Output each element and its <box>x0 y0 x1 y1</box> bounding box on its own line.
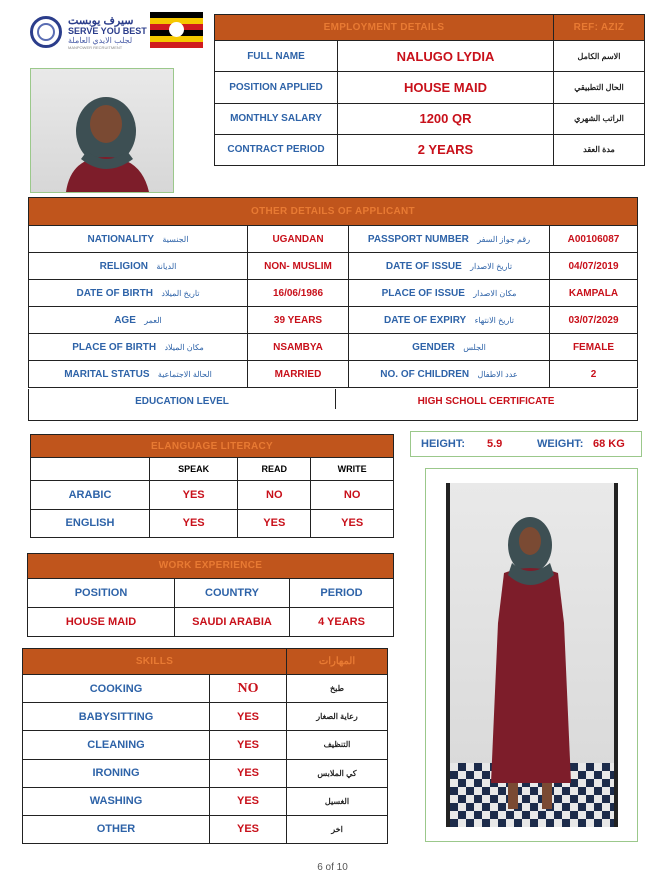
english-write: YES <box>311 509 394 537</box>
detail-label-ar: الحالة الاجتماعية <box>157 369 212 379</box>
detail-label-text: DATE OF ISSUE <box>385 260 462 272</box>
globe-icon <box>30 16 62 48</box>
detail-value-left: NSAMBYA <box>248 334 349 361</box>
skill-value: YES <box>210 703 287 731</box>
skill-name: IRONING <box>23 759 210 787</box>
detail-label-ar: عدد الاطفال <box>477 369 518 379</box>
work-country: SAUDI ARABIA <box>175 607 290 636</box>
skill-value: YES <box>210 815 287 843</box>
fullbody-figure <box>446 483 618 827</box>
work-col-period: PERIOD <box>290 578 394 607</box>
skill-name-ar: طبخ <box>287 675 388 703</box>
monthly-salary-label: MONTHLY SALARY <box>215 103 338 134</box>
employment-header: EMPLOYMENT DETAILS <box>215 15 554 41</box>
other-details-row <box>29 226 638 253</box>
lang-arabic: ARABIC <box>31 481 150 509</box>
detail-label-right <box>349 253 550 280</box>
skill-name-ar: رعاية الصغار <box>287 703 388 731</box>
arabic-read: NO <box>238 481 311 509</box>
lang-english: ENGLISH <box>31 509 150 537</box>
weight-label: WEIGHT: <box>537 438 584 450</box>
skill-row <box>23 703 388 731</box>
detail-label-ar: تاريخ الاصدار <box>470 261 513 271</box>
detail-label-text: DATE OF EXPIRY <box>383 314 467 326</box>
weight-value: 68 KG <box>593 438 625 450</box>
uganda-flag <box>150 12 203 48</box>
work-position: HOUSE MAID <box>28 607 175 636</box>
other-details-header: OTHER DETAILS OF APPLICANT <box>29 198 638 226</box>
detail-label-left <box>29 307 248 334</box>
skill-value: YES <box>210 731 287 759</box>
other-details-row <box>29 280 638 307</box>
position-applied-ar: الحال التطبيقي <box>554 72 645 103</box>
detail-value-right: 03/07/2029 <box>550 307 638 334</box>
skill-row <box>23 759 388 787</box>
detail-value-right: 2 <box>550 361 638 388</box>
height-weight-box <box>410 431 642 457</box>
other-details-table <box>28 197 638 388</box>
contract-period-value: 2 YEARS <box>338 134 554 165</box>
detail-value-right: A00106087 <box>550 226 638 253</box>
detail-label-text: NATIONALITY <box>87 233 155 245</box>
work-col-position: POSITION <box>28 578 175 607</box>
skill-row <box>23 731 388 759</box>
skill-name: BABYSITTING <box>23 703 210 731</box>
other-details-row <box>29 361 638 388</box>
skill-row <box>23 815 388 843</box>
detail-label-text: RELIGION <box>99 260 148 272</box>
detail-label-right <box>349 226 550 253</box>
full-name-value: NALUGO LYDIA <box>338 41 554 72</box>
detail-label-ar: الجنسية <box>162 234 189 244</box>
skill-name-ar: كي الملابس <box>287 759 388 787</box>
fullbody-image-area <box>446 483 618 827</box>
detail-label-ar: العمر <box>144 315 162 325</box>
detail-label-left <box>29 361 248 388</box>
detail-value-right: FEMALE <box>550 334 638 361</box>
full-name-label: FULL NAME <box>215 41 338 72</box>
skill-row <box>23 787 388 815</box>
detail-label-ar: مكان الميلاد <box>164 342 204 352</box>
applicant-fullbody-photo <box>425 468 638 842</box>
applicant-portrait-photo <box>30 68 174 193</box>
work-col-country: COUNTRY <box>175 578 290 607</box>
monthly-salary-ar: الراتب الشهري <box>554 103 645 134</box>
detail-label-left <box>29 253 248 280</box>
ref-label: REF: AZIZ <box>554 15 645 41</box>
arabic-write: NO <box>311 481 394 509</box>
language-blank-cell <box>31 458 150 481</box>
logo-name: SERVE YOU BEST <box>68 26 147 36</box>
company-logo <box>30 14 150 50</box>
detail-label-text: PLACE OF ISSUE <box>381 287 465 299</box>
education-label: EDUCATION LEVEL <box>135 396 229 407</box>
skill-row <box>23 675 388 703</box>
detail-label-right <box>349 361 550 388</box>
english-read: YES <box>238 509 311 537</box>
work-experience-table <box>27 553 394 637</box>
detail-value-left: 16/06/1986 <box>248 280 349 307</box>
logo-subtitle-ar: لجلب الايدي العاملة <box>68 36 133 45</box>
detail-label-text: PLACE OF BIRTH <box>72 341 157 353</box>
work-header: WORK EXPERIENCE <box>28 554 394 579</box>
english-speak: YES <box>150 509 238 537</box>
detail-label-text: PASSPORT NUMBER <box>367 233 469 245</box>
education-value: HIGH SCHOLL CERTIFICATE <box>417 396 555 407</box>
detail-label-right <box>349 280 550 307</box>
skill-name: WASHING <box>23 787 210 815</box>
monthly-salary-value: 1200 QR <box>338 103 554 134</box>
skills-header-ar: المهارات <box>287 649 388 675</box>
language-header: ELANGUAGE LITERACY <box>31 435 394 458</box>
detail-value-left: MARRIED <box>248 361 349 388</box>
detail-label-left <box>29 334 248 361</box>
detail-label-text: DATE OF BIRTH <box>76 287 153 299</box>
detail-label-text: GENDER <box>412 341 455 353</box>
detail-label-ar: الديانة <box>156 261 177 271</box>
employment-details-table <box>214 14 645 166</box>
skills-table <box>22 648 388 844</box>
portrait-figure <box>31 69 173 192</box>
detail-label-text: AGE <box>114 314 136 326</box>
skills-header: SKILLS <box>23 649 287 675</box>
detail-label-ar: رقم جواز السفر <box>477 234 531 244</box>
skill-name: CLEANING <box>23 731 210 759</box>
logo-tagline: MANPOWER RECRUITMENT <box>68 45 123 50</box>
position-applied-value: HOUSE MAID <box>338 72 554 103</box>
other-details-row <box>29 307 638 334</box>
work-period: 4 YEARS <box>290 607 394 636</box>
col-read: READ <box>238 458 311 481</box>
detail-value-left: UGANDAN <box>248 226 349 253</box>
col-write: WRITE <box>311 458 394 481</box>
skill-name-ar: الغسيل <box>287 787 388 815</box>
skill-name-ar: التنظيف <box>287 731 388 759</box>
detail-value-right: 04/07/2019 <box>550 253 638 280</box>
col-speak: SPEAK <box>150 458 238 481</box>
page-number: 6 of 10 <box>317 862 348 873</box>
contract-period-label: CONTRACT PERIOD <box>215 134 338 165</box>
arabic-speak: YES <box>150 481 238 509</box>
skill-name: COOKING <box>23 675 210 703</box>
detail-label-text: NO. OF CHILDREN <box>380 368 470 380</box>
language-literacy-table <box>30 434 394 538</box>
detail-label-ar: مكان الاصدار <box>473 288 517 298</box>
detail-value-left: 39 YEARS <box>248 307 349 334</box>
detail-label-right <box>349 334 550 361</box>
skill-name-ar: اخر <box>287 815 388 843</box>
contract-period-ar: مدة العقد <box>554 134 645 165</box>
detail-value-left: NON- MUSLIM <box>248 253 349 280</box>
detail-label-right <box>349 307 550 334</box>
detail-value-right: KAMPALA <box>550 280 638 307</box>
logo-arabic: سيرف يوبست <box>68 15 134 27</box>
detail-label-left <box>29 226 248 253</box>
skill-value: YES <box>210 787 287 815</box>
height-label: HEIGHT: <box>421 438 465 450</box>
detail-label-ar: الجلس <box>463 342 486 352</box>
detail-label-text: MARITAL STATUS <box>64 368 150 380</box>
skill-value: YES <box>210 759 287 787</box>
skill-value: NO <box>210 675 287 703</box>
other-details-row <box>29 334 638 361</box>
detail-label-ar: تاريخ الميلاد <box>161 288 200 298</box>
crane-emblem-icon <box>169 22 184 37</box>
skill-name: OTHER <box>23 815 210 843</box>
height-value: 5.9 <box>487 438 503 450</box>
full-name-ar: الاسم الكامل <box>554 41 645 72</box>
other-details-row <box>29 253 638 280</box>
position-applied-label: POSITION APPLIED <box>215 72 338 103</box>
education-row <box>28 389 638 421</box>
detail-label-ar: تاريخ الانتهاء <box>474 315 515 325</box>
detail-label-left <box>29 280 248 307</box>
